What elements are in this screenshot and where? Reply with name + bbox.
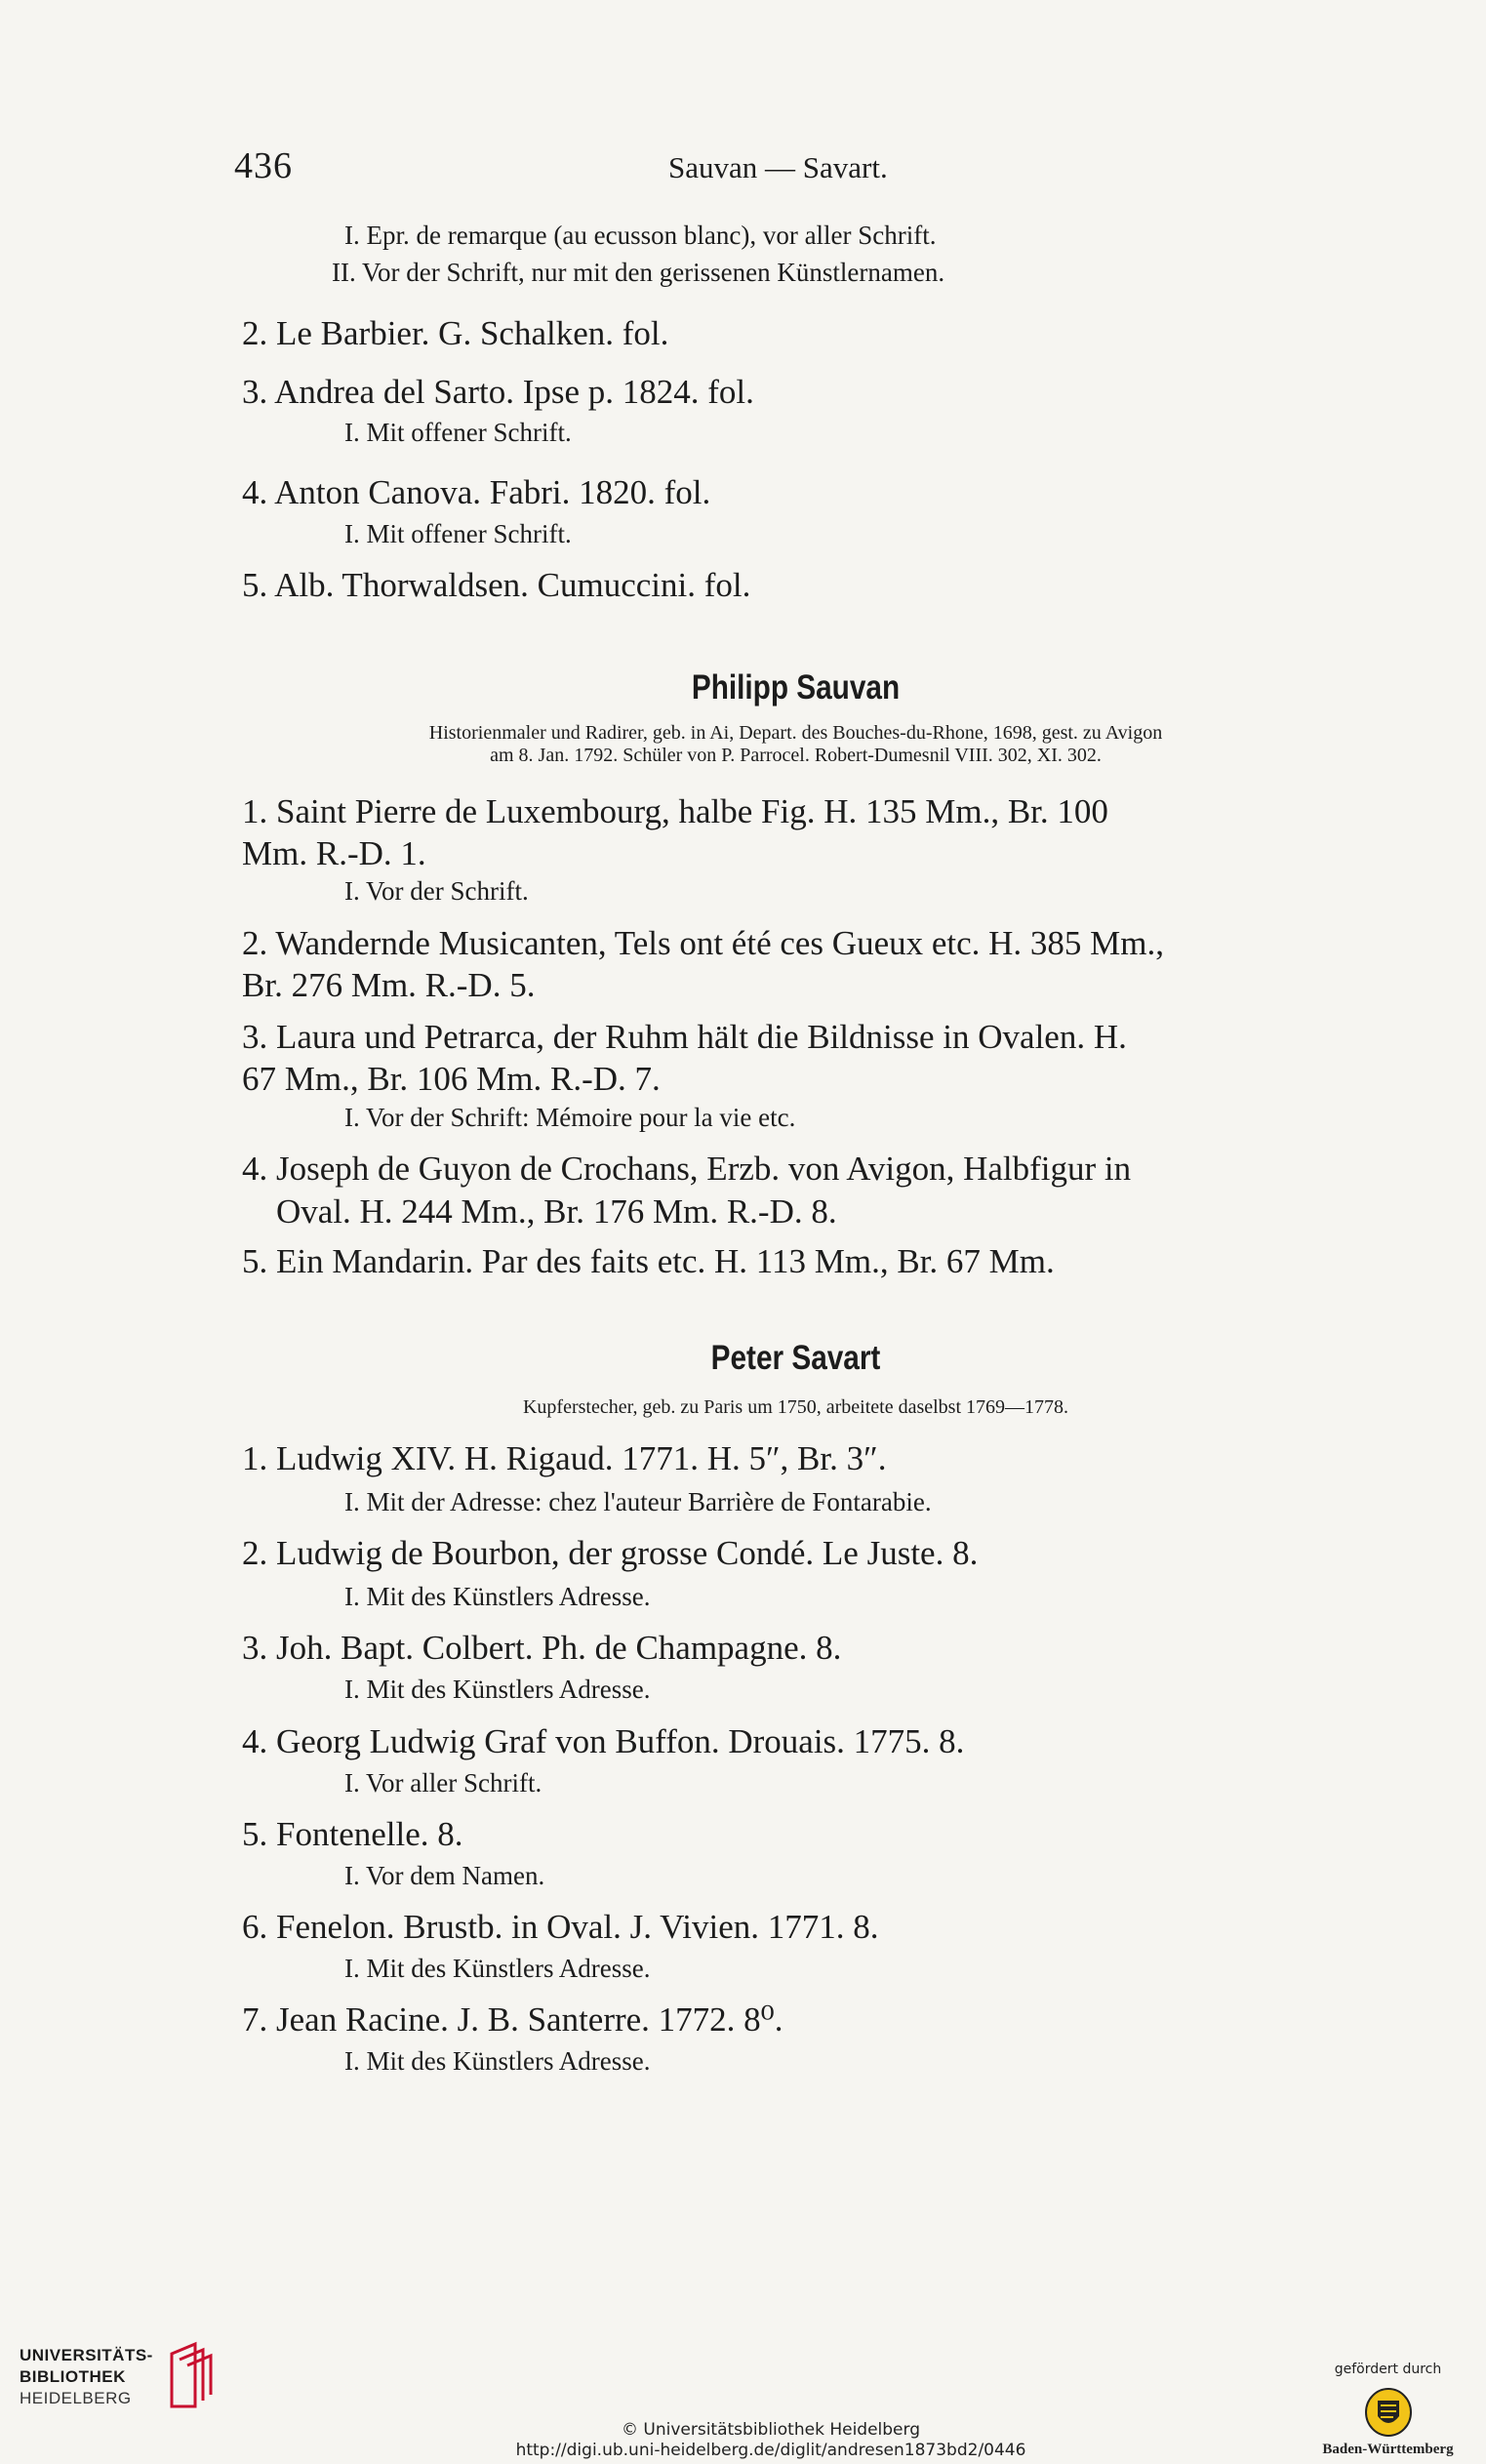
state-line: II. Vor der Schrift, nur mit den gerissenen Künstlernamen. [332, 258, 945, 287]
source-url[interactable]: http://digi.ub.uni-heidelberg.de/diglit/andresen1873bd2/0446 [515, 2441, 1026, 2460]
coat-of-arms-icon [1364, 2387, 1413, 2438]
entry-line: 3. Laura und Petrarca, der Ruhm hält die Bildnisse in Ovalen. H. [242, 1018, 1127, 1056]
state-line: I. Mit offener Schrift. [344, 418, 572, 447]
bio-line: Historienmaler und Radirer, geb. in Ai, Depart. des Bouches-du-Rhone, 1698, gest. zu Avigon [428, 722, 1163, 744]
entry-line: 1. Ludwig XIV. H. Rigaud. 1771. H. 5″, Br. 3″. [242, 1439, 887, 1477]
entry-line: 4. Anton Canova. Fabri. 1820. fol. [242, 473, 711, 511]
library-logo[interactable] [20, 2340, 220, 2447]
entry-line: 3. Joh. Bapt. Colbert. Ph. de Champagne. 8. [242, 1629, 842, 1667]
entry-line: 4. Joseph de Guyon de Crochans, Erzb. von Avigon, Halbfigur in [242, 1150, 1132, 1188]
entry-line: 2. Wandernde Musicanten, Tels ont été ces Gueux etc. H. 385 Mm., [242, 924, 1165, 962]
state-line: I. Mit des Künstlers Adresse. [344, 1675, 651, 1704]
entry-line: 5. Fontenelle. 8. [242, 1815, 463, 1853]
section-heading: Peter Savart [710, 1339, 881, 1377]
entry-line: 3. Andrea del Sarto. Ipse p. 1824. fol. [242, 373, 754, 411]
state-line: I. Vor aller Schrift. [344, 1768, 542, 1798]
entry-line: 2. Le Barbier. G. Schalken. fol. [242, 314, 669, 352]
entry-line: 7. Jean Racine. J. B. Santerre. 1772. 8⁰. [242, 2000, 783, 2039]
bio-line: am 8. Jan. 1792. Schüler von P. Parrocel. Robert-Dumesnil VIII. 302, XI. 302. [490, 745, 1102, 766]
state-line: I. Epr. de remarque (au ecusson blanc), vor aller Schrift. [344, 221, 937, 250]
entry-line: Br. 276 Mm. R.-D. 5. [242, 966, 536, 1004]
sponsor-label: gefördert durch [1334, 2362, 1442, 2377]
library-emblem-icon [166, 2340, 220, 2410]
copyright-notice: © Universitätsbibliothek Heidelberg [621, 2420, 920, 2440]
logo-line-3: HEIDELBERG [20, 2389, 132, 2407]
state-line: I. Mit des Künstlers Adresse. [344, 1954, 651, 1983]
entry-line: Mm. R.-D. 1. [242, 834, 426, 872]
entry-line: 5. Alb. Thorwaldsen. Cumuccini. fol. [242, 566, 751, 604]
state-line: I. Vor der Schrift: Mémoire pour la vie etc. [344, 1103, 796, 1132]
entry-line: 6. Fenelon. Brustb. in Oval. J. Vivien. 1771. 8. [242, 1908, 879, 1946]
section-heading: Philipp Sauvan [691, 668, 901, 707]
page-header [234, 144, 1356, 193]
state-line: I. Mit des Künstlers Adresse. [344, 2046, 651, 2076]
entry-line: Oval. H. 244 Mm., Br. 176 Mm. R.-D. 8. [276, 1192, 837, 1231]
bio-line: Kupferstecher, geb. zu Paris um 1750, arbeitete daselbst 1769—1778. [522, 1396, 1069, 1418]
entry-line: 1. Saint Pierre de Luxembourg, halbe Fig. H. 135 Mm., Br. 100 [242, 792, 1108, 830]
state-line: I. Mit offener Schrift. [344, 519, 572, 548]
sponsor-name: Baden-Württemberg [1322, 2442, 1454, 2457]
entry-line: 67 Mm., Br. 106 Mm. R.-D. 7. [242, 1060, 661, 1098]
logo-line-2: BIBLIOTHEK [20, 2367, 126, 2386]
state-line: I. Vor der Schrift. [344, 876, 529, 906]
state-line: I. Mit der Adresse: chez l'auteur Barrière de Fontarabie. [344, 1487, 932, 1516]
entry-line: 4. Georg Ludwig Graf von Buffon. Drouais. 1775. 8. [242, 1722, 965, 1760]
sponsor-block[interactable] [1307, 2362, 1468, 2459]
entry-line: 5. Ein Mandarin. Par des faits etc. H. 113 Mm., Br. 67 Mm. [242, 1242, 1055, 1280]
page-number: 436 [234, 145, 293, 186]
entry-line: 2. Ludwig de Bourbon, der grosse Condé. Le Juste. 8. [242, 1534, 979, 1572]
logo-line-1: UNIVERSITÄTS- [20, 2346, 153, 2364]
running-head: Sauvan — Savart. [668, 150, 888, 184]
state-line: I. Mit des Künstlers Adresse. [344, 1582, 651, 1611]
state-line: I. Vor dem Namen. [344, 1861, 545, 1890]
